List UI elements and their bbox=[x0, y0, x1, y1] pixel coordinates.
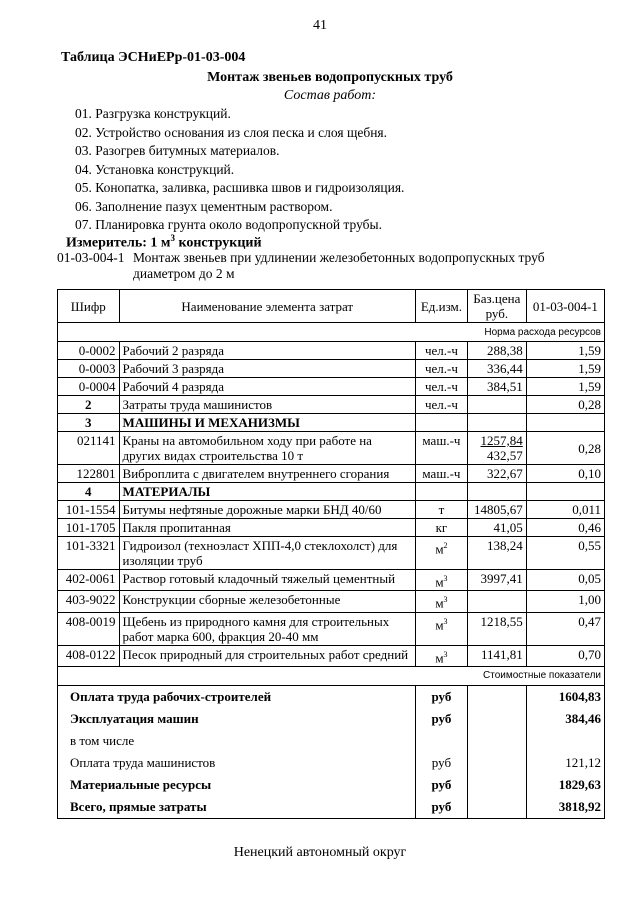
header-unit: Ед.изм. bbox=[415, 290, 467, 323]
row-unit-text: чел.-ч bbox=[424, 361, 458, 376]
row-norm-value: 0,011 bbox=[526, 501, 604, 519]
totals-unit bbox=[415, 730, 467, 752]
row-norm-value: 0,05 bbox=[526, 570, 604, 591]
row-unit bbox=[415, 570, 467, 591]
work-item: 07. Планировка грунта около водопропускной трубы. bbox=[75, 217, 382, 232]
row-name: Песок природный для строительных работ средний bbox=[119, 645, 415, 666]
row-norm-value: 0,10 bbox=[526, 465, 604, 483]
totals-row bbox=[58, 752, 605, 774]
resource-table bbox=[57, 289, 605, 819]
row-unit-text: м bbox=[435, 541, 444, 557]
row-price-value-2: 432,57 bbox=[487, 448, 523, 463]
row-norm-value: 0,28 bbox=[526, 396, 604, 414]
work-item: 04. Установка конструкций. bbox=[75, 161, 235, 177]
row-price bbox=[467, 342, 526, 360]
totals-unit: руб bbox=[415, 796, 467, 819]
row-norm-value: 0,46 bbox=[526, 519, 604, 537]
table-row bbox=[58, 645, 605, 666]
table-row bbox=[58, 465, 605, 483]
row-name: Рабочий 3 разряда bbox=[119, 360, 415, 378]
row-norm-value: 0,55 bbox=[526, 537, 604, 570]
row-code: 101-1554 bbox=[58, 501, 120, 519]
totals-value: 121,12 bbox=[526, 752, 604, 774]
row-unit-text: м bbox=[435, 616, 444, 632]
table-row bbox=[58, 432, 605, 465]
row-code: 403-9022 bbox=[58, 591, 120, 612]
totals-unit: руб bbox=[415, 774, 467, 796]
table-row bbox=[58, 591, 605, 612]
header-norm-code: 01-03-004-1 bbox=[526, 290, 604, 323]
row-price bbox=[467, 378, 526, 396]
composition-title: Состав работ: bbox=[283, 88, 377, 103]
row-price bbox=[467, 570, 526, 591]
row-price-value: 384,51 bbox=[487, 379, 523, 394]
totals-value bbox=[526, 730, 604, 752]
totals-label: в том числе bbox=[58, 730, 416, 752]
totals-empty bbox=[467, 796, 526, 819]
table-row bbox=[58, 360, 605, 378]
row-price bbox=[467, 414, 526, 432]
row-code: 122801 bbox=[58, 465, 120, 483]
measure-unit: Измеритель: 1 $м^3$ конструкций bbox=[66, 233, 262, 251]
row-price bbox=[467, 501, 526, 519]
row-unit bbox=[415, 360, 467, 378]
row-code: 101-3321 bbox=[58, 537, 120, 570]
row-unit bbox=[415, 483, 467, 501]
page-footer: Ненецкий автономный округ bbox=[233, 845, 407, 860]
row-unit bbox=[415, 612, 467, 645]
work-item: 01. Разгрузка конструкций. bbox=[75, 106, 231, 121]
row-unit bbox=[415, 519, 467, 537]
row-name: Гидроизол (техноэласт ХПП-4,0 стеклохолст) для изоляции труб bbox=[119, 537, 415, 570]
row-name: Рабочий 4 разряда bbox=[119, 378, 415, 396]
row-price-value: 138,24 bbox=[487, 538, 523, 553]
row-unit-sup: 2 bbox=[443, 541, 448, 550]
row-code: 408-0122 bbox=[58, 645, 120, 666]
table-row bbox=[58, 342, 605, 360]
norm-description: Монтаж звеньев при удлинении железобетонных водопропускных труб диаметром до 2 м bbox=[133, 250, 545, 281]
work-item: 02. Устройство основания из слоя песка и слоя щебня. bbox=[75, 124, 388, 140]
table-row bbox=[58, 483, 605, 501]
row-unit bbox=[415, 501, 467, 519]
row-unit bbox=[415, 537, 467, 570]
row-code: 0-0004 bbox=[58, 378, 120, 396]
row-code: 101-1705 bbox=[58, 519, 120, 537]
row-price bbox=[467, 483, 526, 501]
row-norm-value: 0,70 bbox=[526, 645, 604, 666]
page-number: 41 bbox=[313, 18, 327, 33]
row-unit bbox=[415, 465, 467, 483]
table-row bbox=[58, 537, 605, 570]
header-code: Шифр bbox=[58, 290, 120, 323]
totals-value: 1829,63 bbox=[526, 774, 604, 796]
row-name: Щебень из природного камня для строительных работ марка 600, фракция 20-40 мм bbox=[119, 612, 415, 645]
row-unit-text: чел.-ч bbox=[424, 397, 458, 412]
totals-empty bbox=[467, 774, 526, 796]
row-norm-value: 0,28 bbox=[526, 432, 604, 465]
row-unit bbox=[415, 645, 467, 666]
header-name: Наименование элемента затрат bbox=[119, 290, 415, 323]
section-subtitle: Монтаж звеньев водопропускных труб bbox=[207, 70, 453, 85]
totals-unit: руб bbox=[415, 708, 467, 730]
row-price bbox=[467, 360, 526, 378]
totals-row bbox=[58, 708, 605, 730]
row-code: 402-0061 bbox=[58, 570, 120, 591]
row-name: МАШИНЫ И МЕХАНИЗМЫ bbox=[119, 414, 415, 432]
row-norm-value: 1,59 bbox=[526, 378, 604, 396]
row-price-value: 322,67 bbox=[487, 466, 523, 481]
row-code: 0-0003 bbox=[58, 360, 120, 378]
row-name: МАТЕРИАЛЫ bbox=[119, 483, 415, 501]
row-code: 408-0019 bbox=[58, 612, 120, 645]
work-item: 05. Конопатка, заливка, расшивка швов и гидроизоляция. bbox=[75, 180, 405, 195]
row-price bbox=[467, 591, 526, 612]
work-item: 03. Разогрев битумных материалов. bbox=[75, 143, 280, 158]
table-row bbox=[58, 396, 605, 414]
row-price-value: 1257,84 bbox=[480, 433, 523, 448]
row-name: Пакля пропитанная bbox=[119, 519, 415, 537]
row-unit-text: кг bbox=[435, 520, 448, 535]
row-unit bbox=[415, 342, 467, 360]
totals-row bbox=[58, 685, 605, 708]
totals-empty bbox=[467, 685, 526, 708]
totals-label: Оплата труда машинистов bbox=[58, 752, 416, 774]
row-norm-value: 1,59 bbox=[526, 342, 604, 360]
row-unit-sup: 3 bbox=[443, 595, 448, 605]
totals-label: Эксплуатация машин bbox=[58, 708, 416, 730]
totals-label: Оплата труда рабочих-строителей bbox=[58, 685, 416, 708]
table-header bbox=[58, 290, 605, 323]
row-unit-sup: 3 bbox=[443, 616, 448, 626]
row-price-value: 1218,55 bbox=[480, 613, 523, 629]
table-row bbox=[58, 501, 605, 519]
row-unit bbox=[415, 378, 467, 396]
row-unit bbox=[415, 414, 467, 432]
row-norm-value bbox=[526, 483, 604, 501]
row-name: Виброплита с двигателем внутреннего сгорания bbox=[119, 465, 415, 483]
totals-value: 1604,83 bbox=[526, 685, 604, 708]
totals-row bbox=[58, 730, 605, 752]
row-price-value: 41,05 bbox=[493, 520, 523, 535]
row-norm-value: 1,59 bbox=[526, 360, 604, 378]
row-unit bbox=[415, 396, 467, 414]
totals-label: Всего, прямые затраты bbox=[58, 796, 416, 819]
row-price-value: 14805,67 bbox=[474, 502, 523, 517]
row-unit-text: маш.-ч bbox=[422, 466, 461, 481]
row-code: 4 bbox=[58, 483, 120, 501]
row-price-value: 3997,41 bbox=[480, 571, 523, 586]
row-unit-text: м bbox=[435, 574, 444, 590]
row-price bbox=[467, 465, 526, 483]
row-unit-text: т bbox=[438, 502, 445, 517]
row-name: Битумы нефтяные дорожные марки БНД 40/60 bbox=[119, 501, 415, 519]
cost-band-label: Стоимостные показатели bbox=[58, 666, 605, 685]
totals-row bbox=[58, 774, 605, 796]
row-name: Краны на автомобильном ходу при работе на других видах строительства 10 т bbox=[119, 432, 415, 465]
row-price bbox=[467, 519, 526, 537]
header-price: Баз.цена руб. bbox=[467, 290, 526, 323]
row-name: Раствор готовый кладочный тяжелый цементный bbox=[119, 570, 415, 591]
row-norm-value: 0,47 bbox=[526, 612, 604, 645]
table-row bbox=[58, 519, 605, 537]
totals-unit: руб bbox=[415, 752, 467, 774]
row-price bbox=[467, 645, 526, 666]
norm-band bbox=[58, 323, 605, 342]
table-row bbox=[58, 414, 605, 432]
row-unit-text: м bbox=[435, 649, 444, 665]
row-name: Конструкции сборные железобетонные bbox=[119, 591, 415, 612]
row-code: 2 bbox=[58, 396, 120, 414]
row-code: 0-0002 bbox=[58, 342, 120, 360]
totals-value: 384,46 bbox=[526, 708, 604, 730]
totals-empty bbox=[467, 708, 526, 730]
totals-unit: руб bbox=[415, 685, 467, 708]
row-price bbox=[467, 396, 526, 414]
row-code: 3 bbox=[58, 414, 120, 432]
table-row bbox=[58, 570, 605, 591]
row-unit-sup: 3 bbox=[443, 649, 448, 659]
row-norm-value bbox=[526, 414, 604, 432]
norm-band-label: Норма расхода ресурсов bbox=[58, 323, 605, 342]
work-item: 06. Заполнение пазух цементным раствором. bbox=[75, 198, 333, 214]
row-unit bbox=[415, 432, 467, 465]
totals-value: 3818,92 bbox=[526, 796, 604, 819]
cost-band bbox=[58, 666, 605, 685]
row-unit-text: м bbox=[435, 595, 444, 611]
table-row bbox=[58, 612, 605, 645]
works-list bbox=[75, 105, 404, 235]
totals-row bbox=[58, 796, 605, 819]
row-name: Затраты труда машинистов bbox=[119, 396, 415, 414]
table-title: Таблица ЭСНиЕРр-01-03-004 bbox=[61, 50, 246, 65]
totals-label: Материальные ресурсы bbox=[58, 774, 416, 796]
totals-empty bbox=[467, 752, 526, 774]
norm-code: 01-03-004-1 bbox=[57, 250, 125, 265]
row-price bbox=[467, 612, 526, 645]
row-unit-text: маш.-ч bbox=[422, 433, 461, 448]
row-norm-value: 1,00 bbox=[526, 591, 604, 612]
row-unit bbox=[415, 591, 467, 612]
row-price bbox=[467, 432, 526, 465]
row-unit-sup: 3 bbox=[443, 574, 448, 583]
row-unit-text: чел.-ч bbox=[424, 343, 458, 358]
table-row bbox=[58, 378, 605, 396]
row-unit-text: чел.-ч bbox=[424, 379, 458, 394]
row-name: Рабочий 2 разряда bbox=[119, 342, 415, 360]
row-price bbox=[467, 537, 526, 570]
totals-empty bbox=[467, 730, 526, 752]
row-code: 021141 bbox=[58, 432, 120, 465]
row-price-value: 336,44 bbox=[487, 361, 523, 376]
row-price-value: 288,38 bbox=[487, 343, 523, 358]
row-price-value: 1141,81 bbox=[481, 646, 523, 662]
